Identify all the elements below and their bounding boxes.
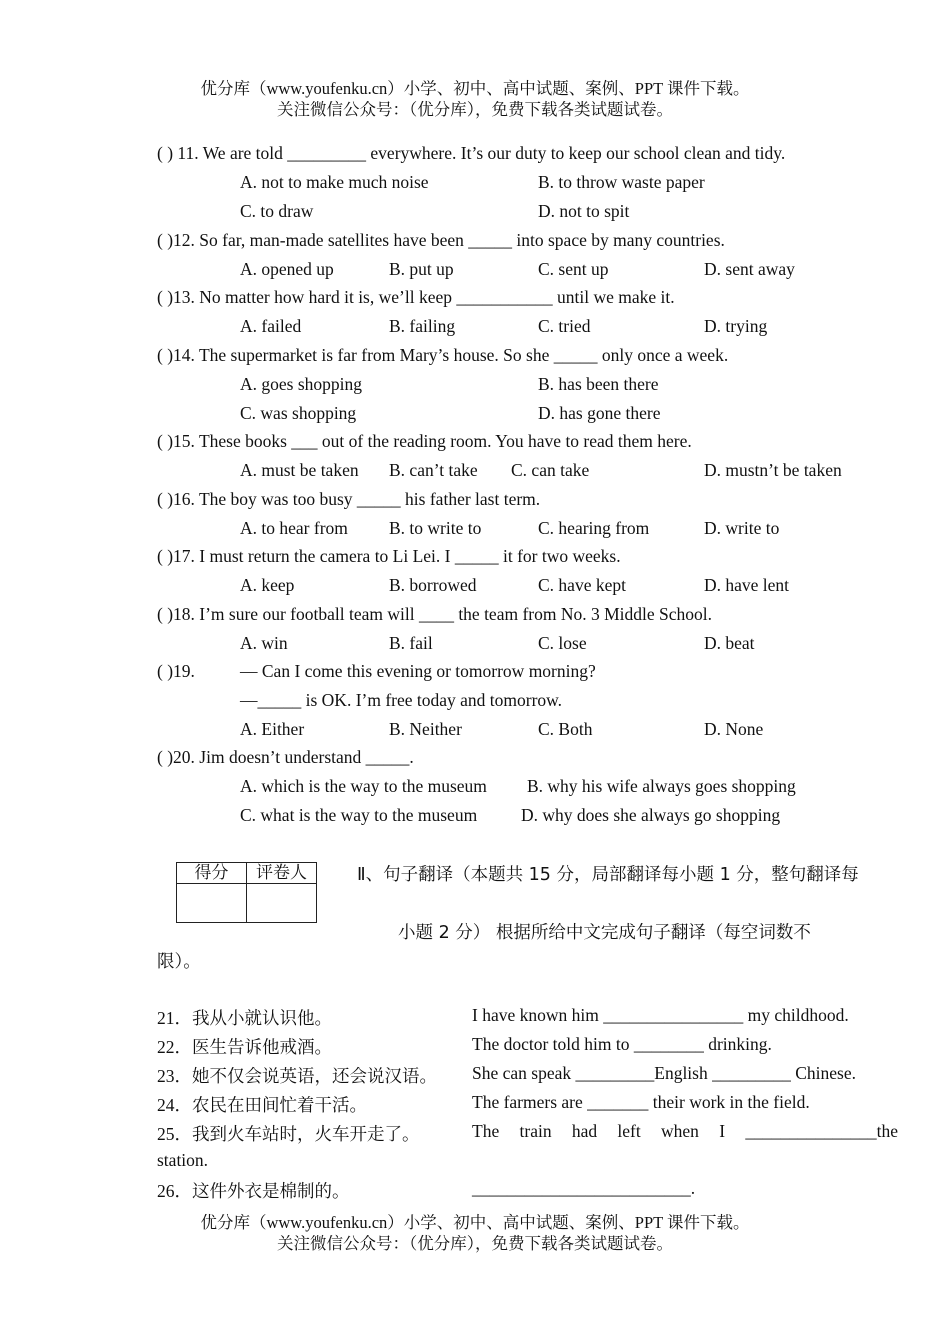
score-cell [177,884,247,923]
q13-option-a: A. failed [240,316,302,336]
word: had [571,1121,598,1141]
section-2-title-line-2: 小题 2 分） 根据所给中文完成句子翻译（每空词数不 [398,923,811,943]
translation-24-chinese: 24．农民在田间忙着干活。 [157,1095,367,1115]
word: when [661,1121,699,1141]
translation-26-chinese: 26．这件外衣是棉制的。 [157,1181,350,1201]
q14-option-d: D. has gone there [538,403,661,423]
word: I [719,1121,726,1141]
question-13: ( )13. No matter how hard it is, we’ll keep ___________ until we make it. [157,287,675,307]
word: The [472,1121,500,1141]
score-table [176,862,317,923]
q11-option-c: C. to draw [240,201,314,221]
word: left [617,1121,641,1141]
translation-23-english: She can speak _________English _________ Chinese. [472,1063,856,1083]
q12-option-b: B. put up [389,259,454,279]
q13-option-c: C. tried [538,316,591,336]
translation-21-chinese: 21．我从小就认识他。 [157,1008,332,1028]
translation-26-english: _________________________. [472,1178,696,1198]
q14-option-c: C. was shopping [240,403,357,423]
translation-22-chinese: 22．医生告诉他戒酒。 [157,1037,332,1057]
translation-25-chinese: 25．我到火车站时，火车开走了。 [157,1124,420,1144]
section-2-title-line-3: 限）。 [157,952,201,972]
q17-option-d: D. have lent [704,575,790,595]
q19-option-c: C. Both [538,719,593,739]
question-11: ( ) 11. We are told _________ everywhere. It’s our duty to keep our school clean and tidy. [157,143,786,163]
section-2-title-line-1: Ⅱ、句子翻译（本题共 15 分，局部翻译每小题 1 分，整句翻译每 [357,865,859,885]
translation-22-english: The doctor told him to ________ drinking. [472,1034,772,1054]
translation-23-chinese: 23．她不仅会说英语，还会说汉语。 [157,1066,437,1086]
question-18: ( )18. I’m sure our football team will ____ the team from No. 3 Middle School. [157,604,713,624]
footer-line-1: 优分库（www.youfenku.cn）小学、初中、高中试题、案例、PPT 课件下载。 [200,1213,750,1232]
q12-option-d: D. sent away [704,259,795,279]
q15-option-b: B. can’t take [389,460,478,480]
word: _______________the [745,1121,898,1141]
footer-line-2: 关注微信公众号：（优分库），免费下载各类试题试卷。 [277,1234,673,1253]
q18-option-b: B. fail [389,633,433,653]
page-header [0,78,950,120]
q16-option-d: D. write to [704,518,780,538]
q14-option-b: B. has been there [538,374,659,394]
q13-option-b: B. failing [389,316,456,336]
q20-option-b: B. why his wife always goes shopping [527,776,796,796]
question-15: ( )15. These books ___ out of the reading room. You have to read them here. [157,431,692,451]
question-20: ( )20. Jim doesn’t understand _____. [157,747,414,767]
q17-option-a: A. keep [240,575,295,595]
score-header: 得分 [177,863,247,884]
header-line-1: 优分库（www.youfenku.cn）小学、初中、高中试题、案例、PPT 课件下载。 [200,79,750,98]
q20-option-c: C. what is the way to the museum [240,805,478,825]
q12-option-c: C. sent up [538,259,609,279]
q16-option-c: C. hearing from [538,518,650,538]
q18-option-d: D. beat [704,633,755,653]
translation-21-english: I have known him ________________ my childhood. [472,1005,849,1025]
question-19: ( )19. [157,661,195,681]
q12-option-a: A. opened up [240,259,334,279]
page-footer [0,1212,950,1254]
q11-option-b: B. to throw waste paper [538,172,705,192]
q14-option-a: A. goes shopping [240,374,363,394]
q18-option-a: A. win [240,633,288,653]
q17-option-b: B. borrowed [389,575,477,595]
grader-header: 评卷人 [247,863,317,884]
q19-option-b: B. Neither [389,719,462,739]
translation-24-english: The farmers are _______ their work in the field. [472,1092,810,1112]
q13-option-d: D. trying [704,316,768,336]
question-16: ( )16. The boy was too busy _____ his father last term. [157,489,541,509]
q17-option-c: C. have kept [538,575,626,595]
q11-option-d: D. not to spit [538,201,630,221]
q15-option-d: D. mustn’t be taken [704,460,842,480]
translation-25-english-continued: station. [157,1150,209,1170]
question-17: ( )17. I must return the camera to Li Lei. I _____ it for two weeks. [157,546,621,566]
q15-option-c: C. can take [511,460,590,480]
q11-option-a: A. not to make much noise [240,172,429,192]
question-12: ( )12. So far, man-made satellites have been _____ into space by many countries. [157,230,725,250]
header-line-2: 关注微信公众号：（优分库），免费下载各类试题试卷。 [277,100,673,119]
word: train [519,1121,552,1141]
q16-option-a: A. to hear from [240,518,348,538]
q19-option-d: D. None [704,719,764,739]
q19-option-a: A. Either [240,719,305,739]
translation-25-english [472,1121,898,1142]
q20-option-d: D. why does she always go shopping [521,805,781,825]
q19-dialog-line-2: —_____ is OK. I’m free today and tomorrow. [240,690,563,710]
q18-option-c: C. lose [538,633,587,653]
q15-option-a: A. must be taken [240,460,359,480]
grader-cell [247,884,317,923]
q19-dialog-line-1: — Can I come this evening or tomorrow morning? [240,661,596,681]
q20-option-a: A. which is the way to the museum [240,776,487,796]
q16-option-b: B. to write to [389,518,482,538]
question-14: ( )14. The supermarket is far from Mary’s house. So she _____ only once a week. [157,345,729,365]
